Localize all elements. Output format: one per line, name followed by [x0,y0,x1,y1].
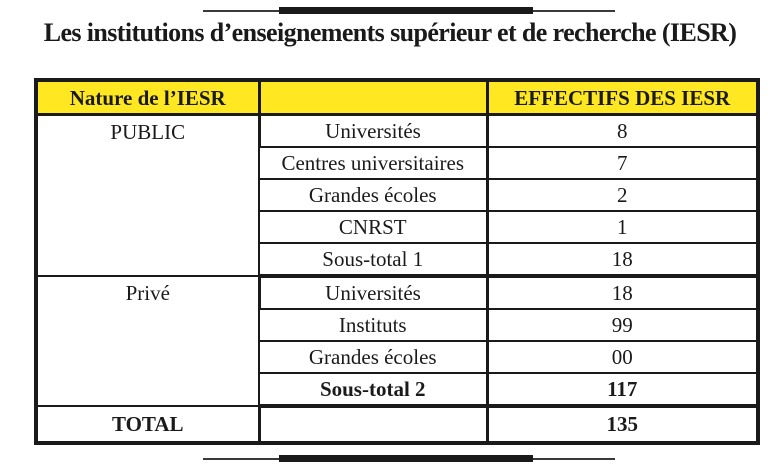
category-cell: Grandes écoles [259,341,487,373]
header-row [36,80,758,115]
value-cell: 1 [487,211,758,243]
value-cell: 7 [487,147,758,179]
category-cell: Sous-total 1 [259,243,487,276]
total-row [36,406,758,443]
category-cell: CNRST [259,211,487,243]
total-empty-cell [259,406,487,443]
value-cell: 117 [487,373,758,406]
value-cell: 8 [487,115,758,148]
rule-thick-bar [279,7,533,14]
value-cell: 18 [487,276,758,309]
value-cell: 99 [487,309,758,341]
iesr-table [34,78,760,445]
col-header-nature: Nature de l’IESR [36,80,259,115]
col-header-empty [259,80,487,115]
table-row [36,115,758,148]
decorative-rule-bottom [203,455,615,462]
value-cell: 2 [487,179,758,211]
total-value-cell: 135 [487,406,758,443]
table-row [36,276,758,309]
category-cell: Universités [259,115,487,148]
page-title: Les institutions d’enseignements supérieur et de recherche (IESR) [43,18,737,47]
col-header-effectifs: EFFECTIFS DES IESR [487,80,758,115]
nature-cell-prive: Privé [36,276,259,406]
value-cell: 18 [487,243,758,276]
decorative-rule-top [203,7,615,14]
category-cell: Grandes écoles [259,179,487,211]
category-cell: Sous-total 2 [259,373,487,406]
category-cell: Instituts [259,309,487,341]
rule-thick-bar [279,455,533,462]
nature-cell-public: PUBLIC [36,115,259,277]
value-cell: 00 [487,341,758,373]
category-cell: Centres universitaires [259,147,487,179]
total-label-cell: TOTAL [36,406,259,443]
category-cell: Universités [259,276,487,309]
